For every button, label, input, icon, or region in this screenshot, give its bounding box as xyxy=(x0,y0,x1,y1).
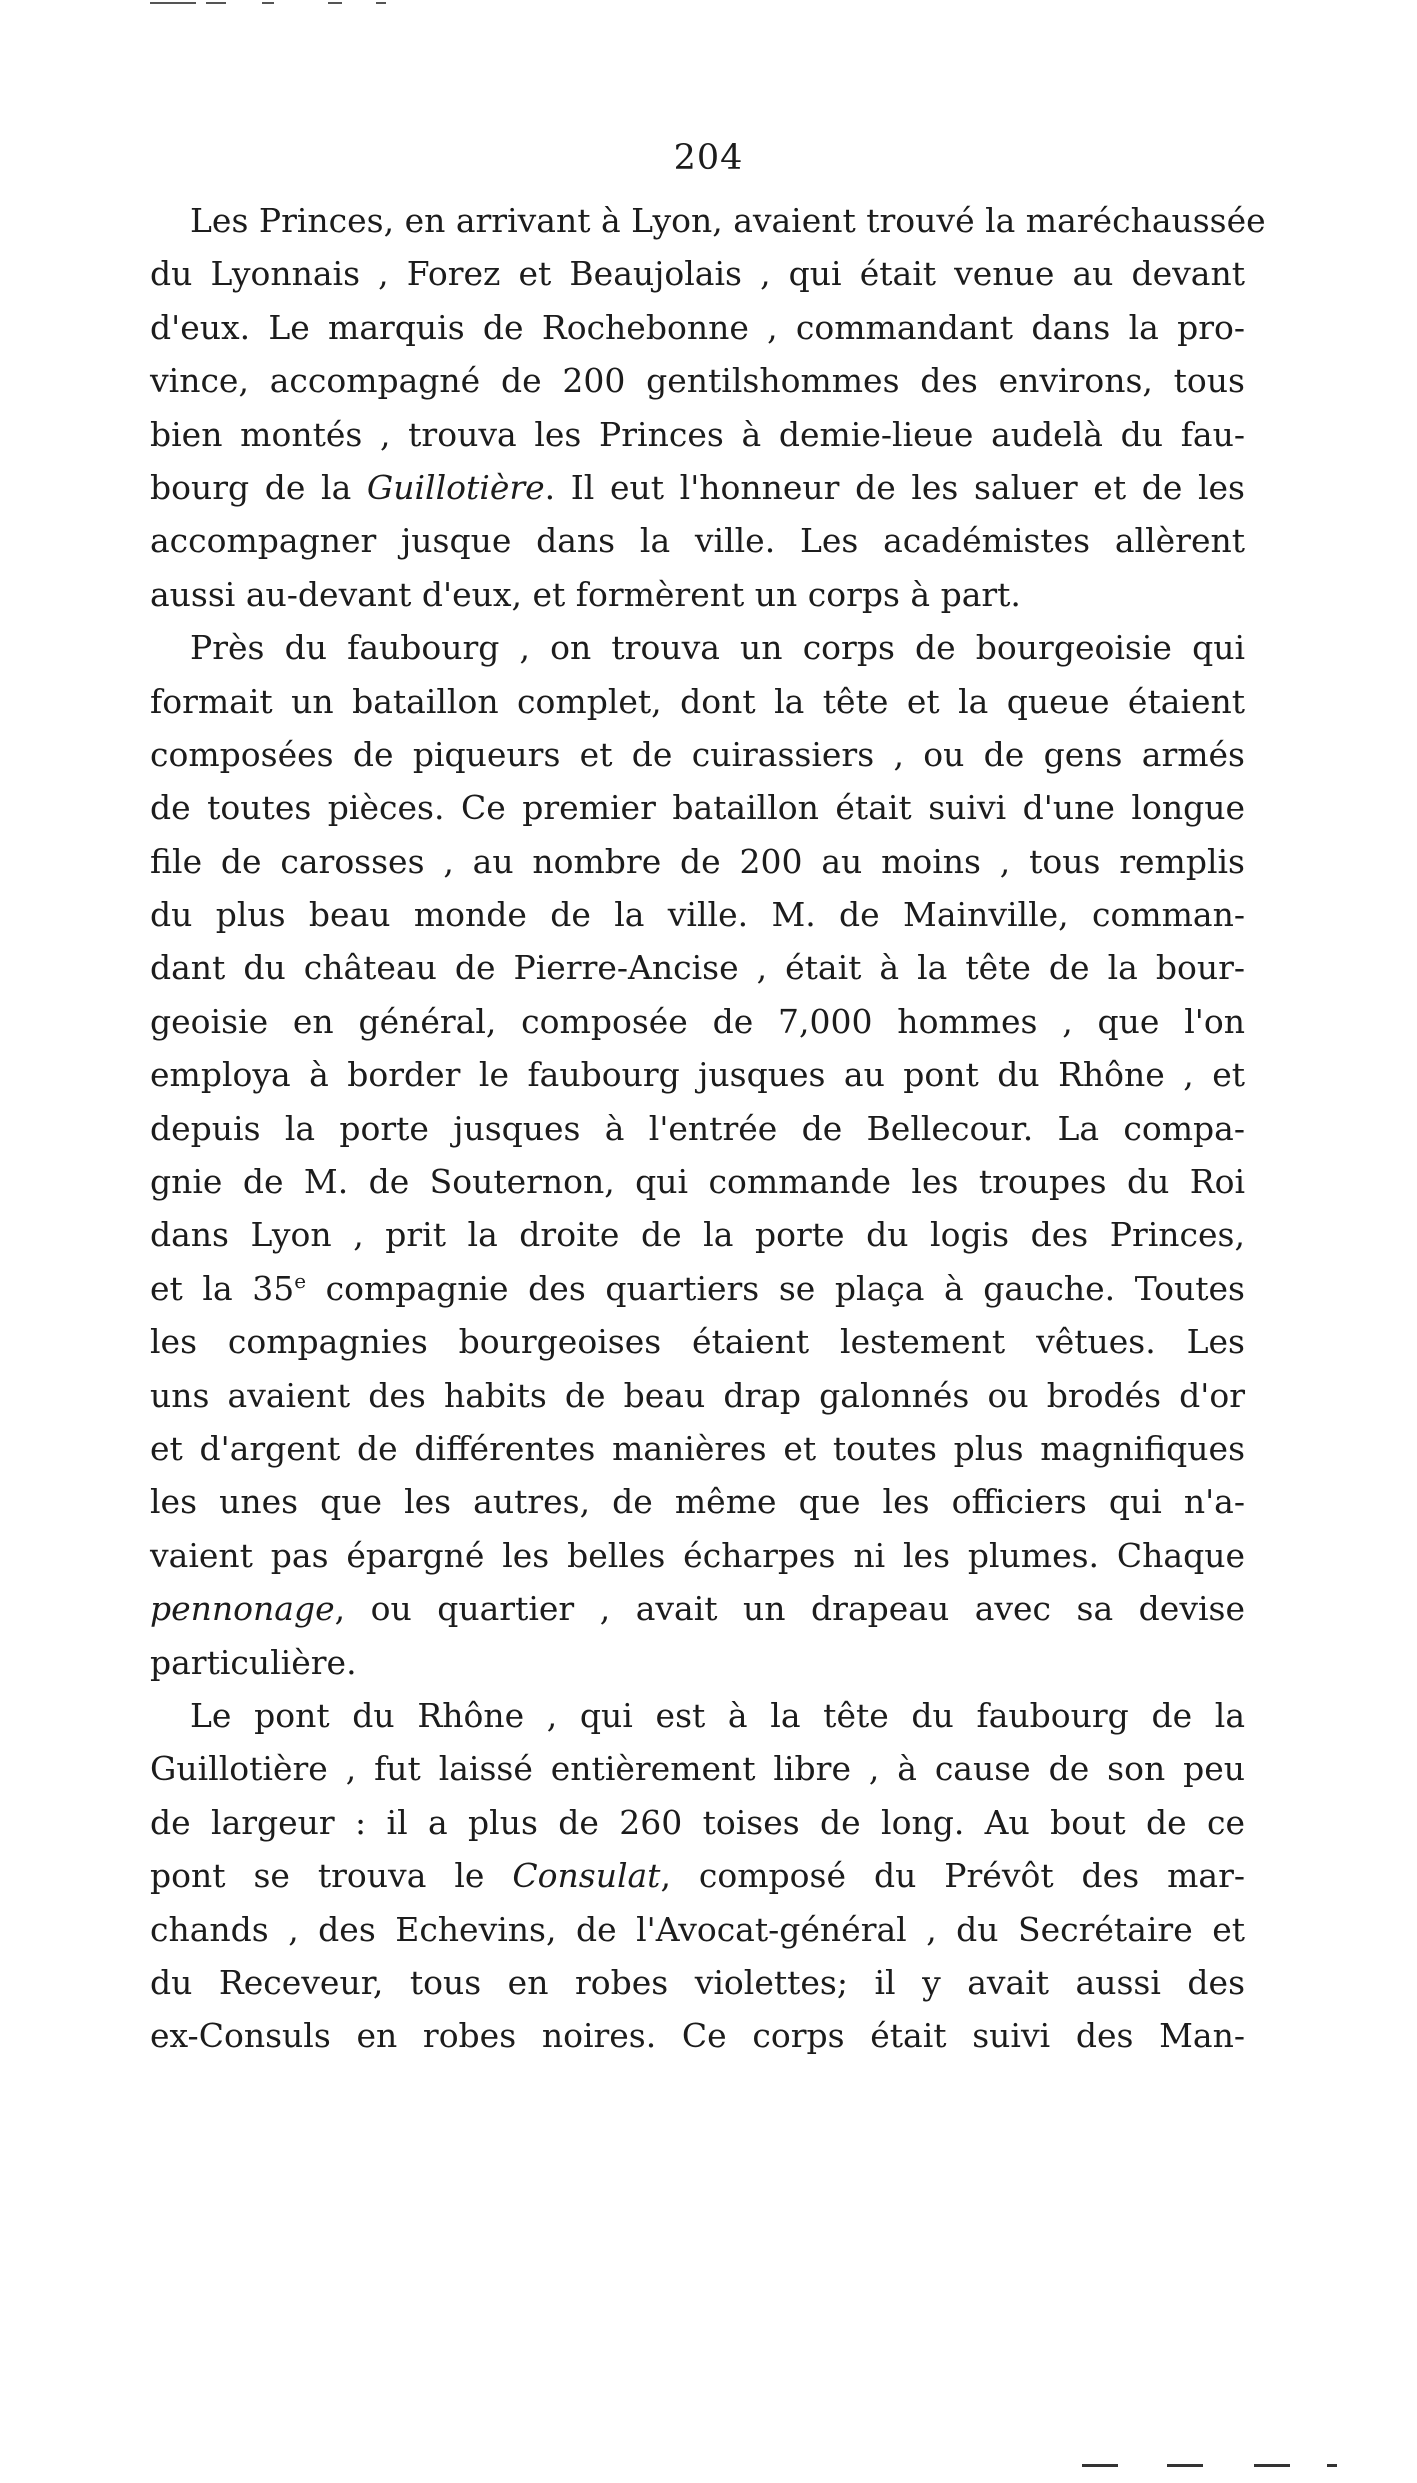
text-line: ex-Consuls en robes noires. Ce corps était suivi des Man- xyxy=(150,2016,1245,2056)
text-line: de largeur : il a plus de 260 toises de long. Au bout de ce xyxy=(150,1802,1245,1842)
text-segment: . Il eut l'honneur de les saluer et de les xyxy=(544,467,1245,507)
text-line: uns avaient des habits de beau drap galonnés ou brodés d'or xyxy=(150,1375,1245,1415)
text-segment: , composé du Prévôt des mar- xyxy=(660,1856,1245,1896)
text-line: vaient pas épargné les belles écharpes ni les plumes. Chaque xyxy=(150,1535,1245,1575)
text-line: bien montés , trouva les Princes à demie-lieue audelà du fau- xyxy=(150,414,1245,454)
text-line: dans Lyon , prit la droite de la porte du logis des Princes, xyxy=(150,1215,1245,1255)
text-line: de toutes pièces. Ce premier bataillon était suivi d'une longue xyxy=(150,788,1245,828)
text-line: Le pont du Rhône , qui est à la tête du faubourg de la xyxy=(190,1695,1245,1735)
bottom-scan-marks xyxy=(1082,2464,1352,2470)
text-line: depuis la porte jusques à l'entrée de Bellecour. La compa- xyxy=(150,1108,1245,1148)
text-line: les compagnies bourgeoises étaient lestement vêtues. Les xyxy=(150,1322,1245,1362)
text-line: file de carosses , au nombre de 200 au moins , tous remplis xyxy=(150,841,1245,881)
text-line: employa à border le faubourg jusques au pont du Rhône , et xyxy=(150,1055,1245,1095)
text-line: formait un bataillon complet, dont la tête et la queue étaient xyxy=(150,681,1245,721)
text-segment: pont se trouva le xyxy=(150,1856,513,1896)
text-line: Les Princes, en arrivant à Lyon, avaient trouvé la maréchaussée xyxy=(190,201,1266,240)
body-text xyxy=(150,194,1266,2063)
text-line: chands , des Echevins, de l'Avocat-général , du Secrétaire et xyxy=(150,1909,1245,1949)
text-line xyxy=(150,461,1245,514)
text-line: Guillotière , fut laissé entièrement libre , à cause de son peu xyxy=(150,1749,1245,1789)
text-segment: e xyxy=(294,1268,307,1293)
text-line xyxy=(150,1582,1245,1635)
text-segment: bourg de la xyxy=(150,467,367,507)
paragraph xyxy=(150,621,1245,1689)
text-line: particulière. xyxy=(150,1642,357,1682)
text-line: du Receveur, tous en robes violettes; il y avait aussi des xyxy=(150,1962,1245,2002)
text-line xyxy=(150,1849,1245,1902)
text-line: les unes que les autres, de même que les officiers qui n'a- xyxy=(150,1482,1245,1522)
text-line: Près du faubourg , on trouva un corps de bourgeoisie qui xyxy=(190,628,1245,668)
text-line xyxy=(150,1262,1245,1315)
paragraph xyxy=(150,1689,1245,2063)
text-line: geoisie en général, composée de 7,000 hommes , que l'on xyxy=(150,1001,1245,1041)
text-line: aussi au-devant d'eux, et formèrent un corps à part. xyxy=(150,574,1021,614)
text-line: vince, accompagné de 200 gentilshommes des environs, tous xyxy=(150,361,1245,401)
text-line: et d'argent de différentes manières et toutes plus magnifiques xyxy=(150,1428,1245,1468)
paragraph xyxy=(150,194,1266,621)
text-segment: compagnie des quartiers se plaça à gauche. Toutes xyxy=(306,1268,1245,1308)
text-segment: pennonage xyxy=(150,1589,335,1629)
text-line: gnie de M. de Souternon, qui commande les troupes du Roi xyxy=(150,1162,1245,1202)
text-segment: Guillotière xyxy=(366,467,545,507)
text-segment: et la 35 xyxy=(150,1268,295,1308)
text-line: accompagner jusque dans la ville. Les académistes allèrent xyxy=(150,521,1245,561)
page-number: 204 xyxy=(673,138,744,178)
text-line: dant du château de Pierre-Ancise , était à la tête de la bour- xyxy=(150,948,1245,988)
top-scan-marks xyxy=(150,2,400,8)
text-line: composées de piqueurs et de cuirassiers , ou de gens armés xyxy=(150,734,1245,774)
text-segment: , ou quartier , avait un drapeau avec sa devise xyxy=(334,1589,1245,1629)
text-line: d'eux. Le marquis de Rochebonne , commandant dans la pro- xyxy=(150,307,1245,347)
text-line: du plus beau monde de la ville. M. de Mainville, comman- xyxy=(150,895,1245,935)
text-line: du Lyonnais , Forez et Beaujolais , qui était venue au devant xyxy=(150,254,1245,294)
text-segment: Consulat xyxy=(512,1856,661,1896)
